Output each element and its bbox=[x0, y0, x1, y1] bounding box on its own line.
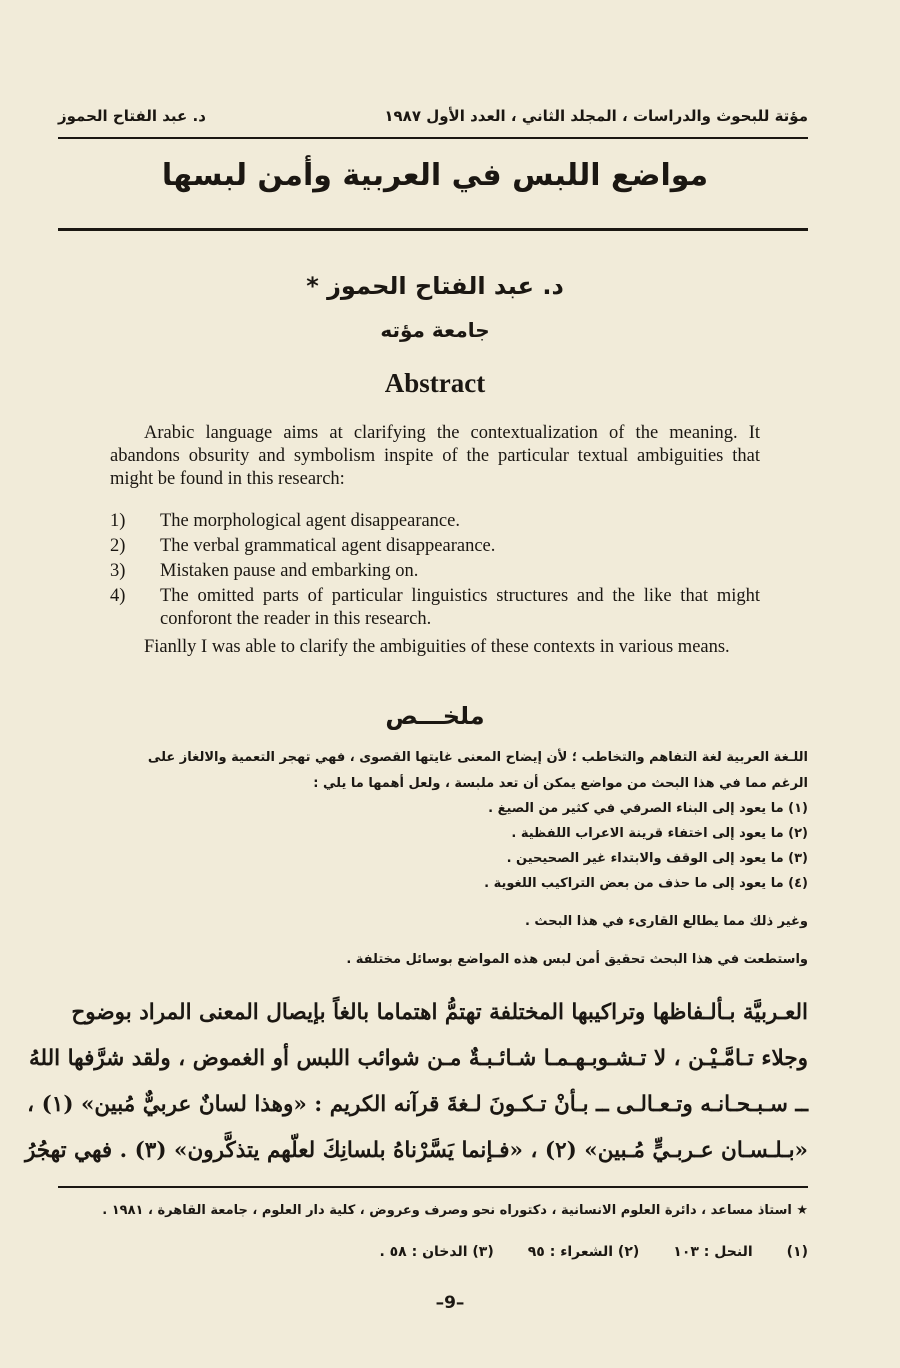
abstract-item-number: 2) bbox=[110, 536, 126, 556]
body-line: العـربيَّة بـألـفاظها وتراكيبها المختلفة تهتمُّ اهتماما بالغاً بإيصال المعنى المراد بوضوح bbox=[71, 1000, 808, 1025]
abstract-item-number: 1) bbox=[110, 511, 126, 531]
reference-item: (١) bbox=[786, 1244, 808, 1260]
abstract-item-number: 4) bbox=[110, 586, 126, 606]
summary-final: واستطعت في هذا البحث تحقيق أمن لبس هذه المواضع بوسائل مختلفة . bbox=[346, 952, 808, 967]
article-title: مواضع اللبس في العربية وأمن لبسها bbox=[161, 158, 709, 193]
footnote-rule bbox=[58, 1186, 808, 1188]
arabic-summary-heading: ملخـــص bbox=[385, 702, 485, 730]
summary-item: (١) ما يعود إلى البناء الصرفي في كثير من الصيغ . bbox=[488, 801, 808, 816]
header-rule bbox=[58, 137, 808, 139]
summary-line: الرغم مما في هذا البحث من مواضع يمكن أن تعد ملبسة ، ولعل أهمها ما يلي : bbox=[313, 776, 808, 791]
abstract-item bbox=[110, 560, 760, 583]
body-line: وجلاء تـامَّـيْـن ، لا تـشـوبـهـمـا شـائـبـةٌ مـن شوائب اللبس أو الغموض ، ولقد شرَّفها اللهُ bbox=[28, 1046, 808, 1071]
body-line: ــ سـبـحـانـه وتـعـالـى ــ بـأنْ تـكـونَ لـغةَ قرآنه الكريم : «وهذا لسانٌ عربيٌّ مُبين» (١) ، bbox=[27, 1092, 808, 1117]
reference-item: (٢) الشعراء : ٩٥ bbox=[527, 1244, 640, 1260]
abstract-item-text: The omitted parts of particular linguistics structures and the like that might conforont the reader in this research. bbox=[160, 586, 760, 629]
article-author: د. عبد الفتاح الحموز * bbox=[306, 272, 564, 300]
summary-item: (٣) ما يعود إلى الوقف والابتداء غير الصحيحين . bbox=[506, 851, 808, 866]
abstract-closing: Fianlly I was able to clarify the ambiguities of these contexts in various means. bbox=[144, 637, 730, 657]
author-footnote: ★ استاذ مساعد ، دائرة العلوم الانسانية ، دكتوراه نحو وصرف وعروض ، كلية دار العلوم ، جامعة القاهرة ، ١٩٨١ . bbox=[102, 1203, 808, 1218]
header-journal: مؤتة للبحوث والدراسات ، المجلد الثاني ، العدد الأول ١٩٨٧ bbox=[384, 107, 808, 125]
abstract-item-text: The verbal grammatical agent disappearance. bbox=[160, 536, 496, 556]
author-affiliation: جامعة مؤته bbox=[380, 318, 490, 342]
header-author: د. عبد الفتاح الحموز bbox=[58, 107, 206, 125]
summary-line: اللـغة العربية لغة التفاهم والتخاطب ؛ لأن إيضاح المعنى غايتها القصوى ، فهي تهجر التعمية والالغاز على bbox=[147, 750, 808, 765]
summary-item: (٢) ما يعود إلى اختفاء قرينة الاعراب اللفظية . bbox=[511, 826, 808, 841]
reference-item: النحل : ١٠٣ bbox=[673, 1244, 753, 1260]
title-rule bbox=[58, 228, 808, 231]
reference-item: (٣) الدخان : ٥٨ . bbox=[379, 1244, 494, 1260]
summary-other: وغير ذلك مما يطالع القارىء في هذا البحث . bbox=[524, 914, 808, 929]
abstract-item-text: The morphological agent disappearance. bbox=[160, 511, 460, 531]
abstract-heading: Abstract bbox=[384, 368, 486, 398]
body-line: «بـلـسـان عـربـيٍّ مُـبين» (٢) ، «فـإنما يَسَّرْناهُ بلسانِكَ لعلّهم يتذكَّرون» (٣) . فهي تهجُرُ bbox=[24, 1138, 808, 1163]
abstract-intro: Arabic language aims at clarifying the contextualization of the meaning. It abandons obsurity and symbolism inspite of the particular textual ambiguities that might be found in this research: bbox=[110, 423, 760, 489]
abstract-item bbox=[110, 585, 760, 631]
abstract-item-text: Mistaken pause and embarking on. bbox=[160, 561, 419, 581]
abstract-item bbox=[110, 535, 760, 558]
abstract-item-number: 3) bbox=[110, 561, 126, 581]
summary-item: (٤) ما يعود إلى ما حذف من بعض التراكيب اللغوية . bbox=[484, 876, 808, 891]
running-header bbox=[58, 101, 808, 131]
page-number: –9– bbox=[435, 1293, 465, 1313]
references-line bbox=[379, 1244, 808, 1260]
abstract-item bbox=[110, 510, 760, 533]
